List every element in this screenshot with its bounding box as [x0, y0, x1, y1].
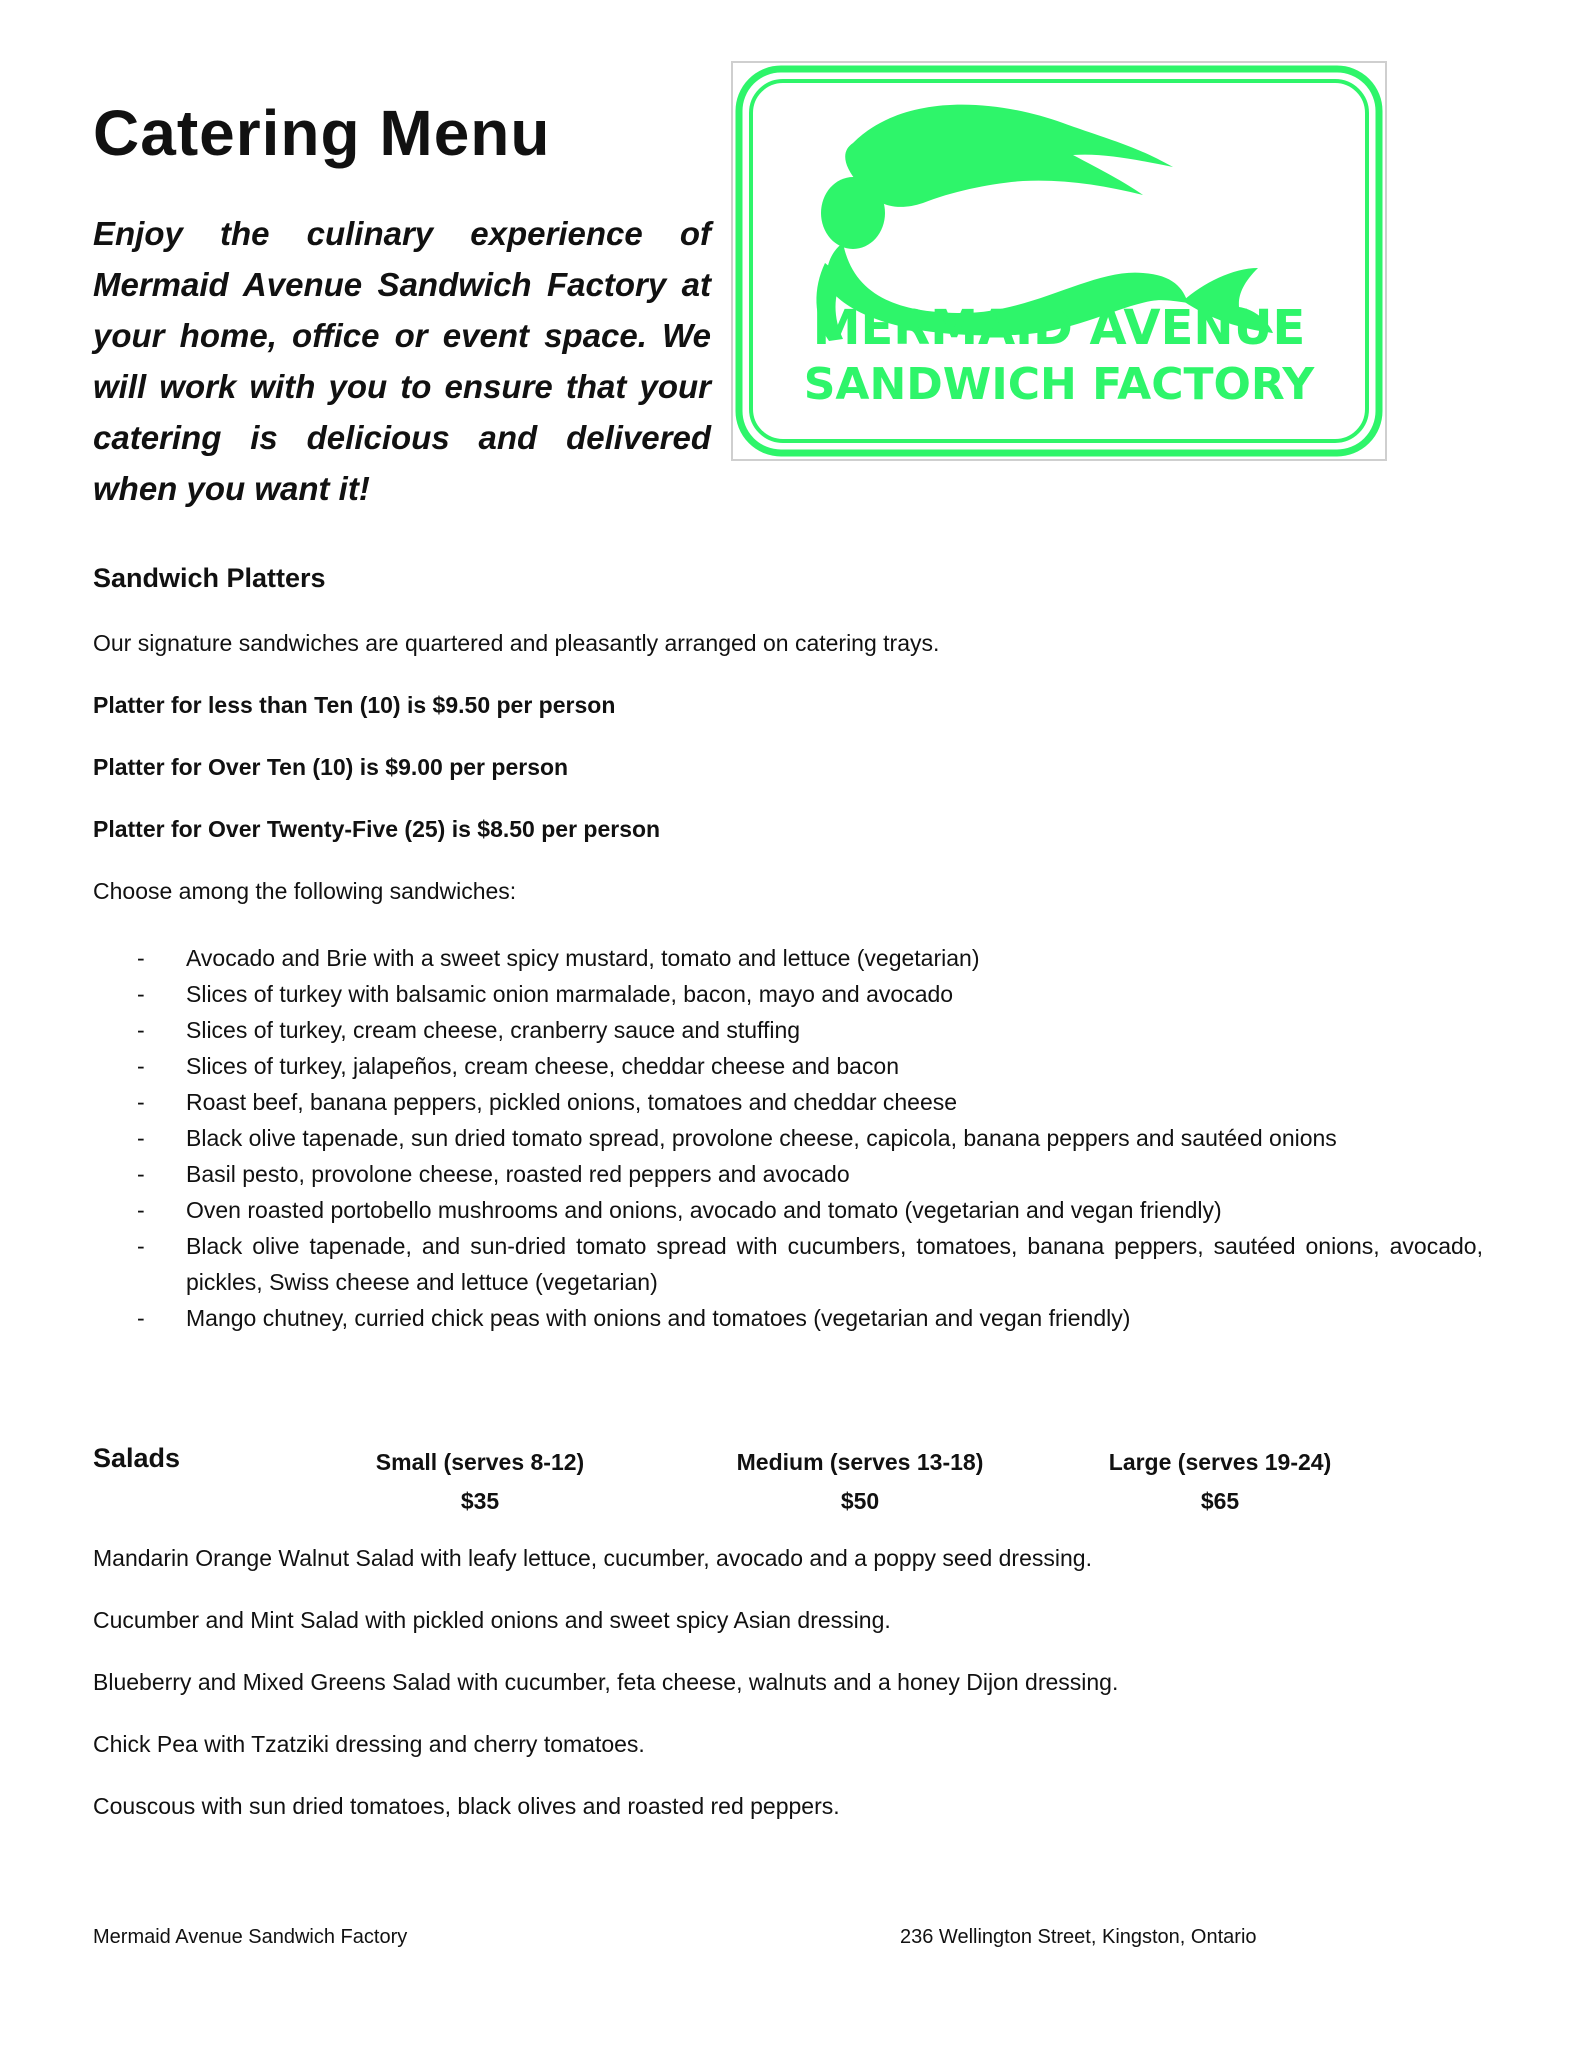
list-item: - Black olive tapenade, sun dried tomato spread, provolone cheese, capicola, banana peppers and sautéed onions [93, 1120, 1483, 1156]
footer-address: 236 Wellington Street, Kingston, Ontario [900, 1926, 1257, 1948]
salad-item: Mandarin Orange Walnut Salad with leafy lettuce, cucumber, avocado and a poppy seed dressing. [93, 1545, 1092, 1571]
salad-item: Chick Pea with Tzatziki dressing and cherry tomatoes. [93, 1731, 645, 1757]
salad-size-price: $65 [1200, 1488, 1240, 1514]
logo-line2: SANDWICH FACTORY [803, 359, 1315, 410]
platter-price-under-ten: Platter for less than Ten (10) is $9.50 per person [93, 692, 616, 718]
list-item: - Slices of turkey, cream cheese, cranberry sauce and stuffing [93, 1012, 1483, 1048]
salad-size-large [1060, 1443, 1380, 1521]
sandwich-list [93, 940, 1483, 1336]
list-item: - Slices of turkey, jalapeños, cream cheese, cheddar cheese and bacon [93, 1048, 1483, 1084]
list-item: - Black olive tapenade, and sun-dried tomato spread with cucumbers, tomatoes, banana peppers, sautéed onions, avocado, pickles, Swiss cheese and lettuce (vegetarian) [93, 1228, 1483, 1300]
choose-label: Choose among the following sandwiches: [93, 878, 517, 904]
salad-item: Couscous with sun dried tomatoes, black olives and roasted red peppers. [93, 1793, 840, 1819]
salad-size-label: Medium (serves 13-18) [736, 1449, 984, 1475]
platters-description: Our signature sandwiches are quartered and pleasantly arranged on catering trays. [93, 630, 940, 656]
salad-size-label: Small (serves 8-12) [375, 1449, 585, 1475]
salad-size-price: $50 [840, 1488, 880, 1514]
page-title: Catering Menu [93, 97, 551, 169]
section-heading-salads: Salads [93, 1443, 181, 1473]
logo-line1: MERMAID AVENUE [812, 300, 1306, 356]
list-item: - Avocado and Brie with a sweet spicy mustard, tomato and lettuce (vegetarian) [93, 940, 1483, 976]
list-item: - Basil pesto, provolone cheese, roasted red peppers and avocado [93, 1156, 1483, 1192]
salad-item: Blueberry and Mixed Greens Salad with cucumber, feta cheese, walnuts and a honey Dijon dressing. [93, 1669, 1119, 1695]
salad-size-small [320, 1443, 640, 1521]
logo [731, 61, 1387, 461]
footer-business-name: Mermaid Avenue Sandwich Factory [93, 1926, 408, 1948]
salad-size-label: Large (serves 19-24) [1108, 1449, 1332, 1475]
salad-size-medium [690, 1443, 1030, 1521]
salad-item: Cucumber and Mint Salad with pickled onions and sweet spicy Asian dressing. [93, 1607, 891, 1633]
intro-text: Enjoy the culinary experience of Mermaid Avenue Sandwich Factory at your home, office or event space. We will work with you to ensure that your catering is delicious and delivered when you want it! [93, 215, 711, 507]
list-item: - Mango chutney, curried chick peas with onions and tomatoes (vegetarian and vegan friendly) [93, 1300, 1483, 1336]
platter-price-over-twenty-five: Platter for Over Twenty-Five (25) is $8.50 per person [93, 816, 661, 842]
section-heading-sandwich-platters: Sandwich Platters [93, 563, 326, 593]
list-item: - Roast beef, banana peppers, pickled onions, tomatoes and cheddar cheese [93, 1084, 1483, 1120]
salad-size-price: $35 [460, 1488, 500, 1514]
list-item: - Slices of turkey with balsamic onion marmalade, bacon, mayo and avocado [93, 976, 1483, 1012]
platter-price-over-ten: Platter for Over Ten (10) is $9.00 per person [93, 754, 569, 780]
list-item: - Oven roasted portobello mushrooms and onions, avocado and tomato (vegetarian and vegan friendly) [93, 1192, 1483, 1228]
